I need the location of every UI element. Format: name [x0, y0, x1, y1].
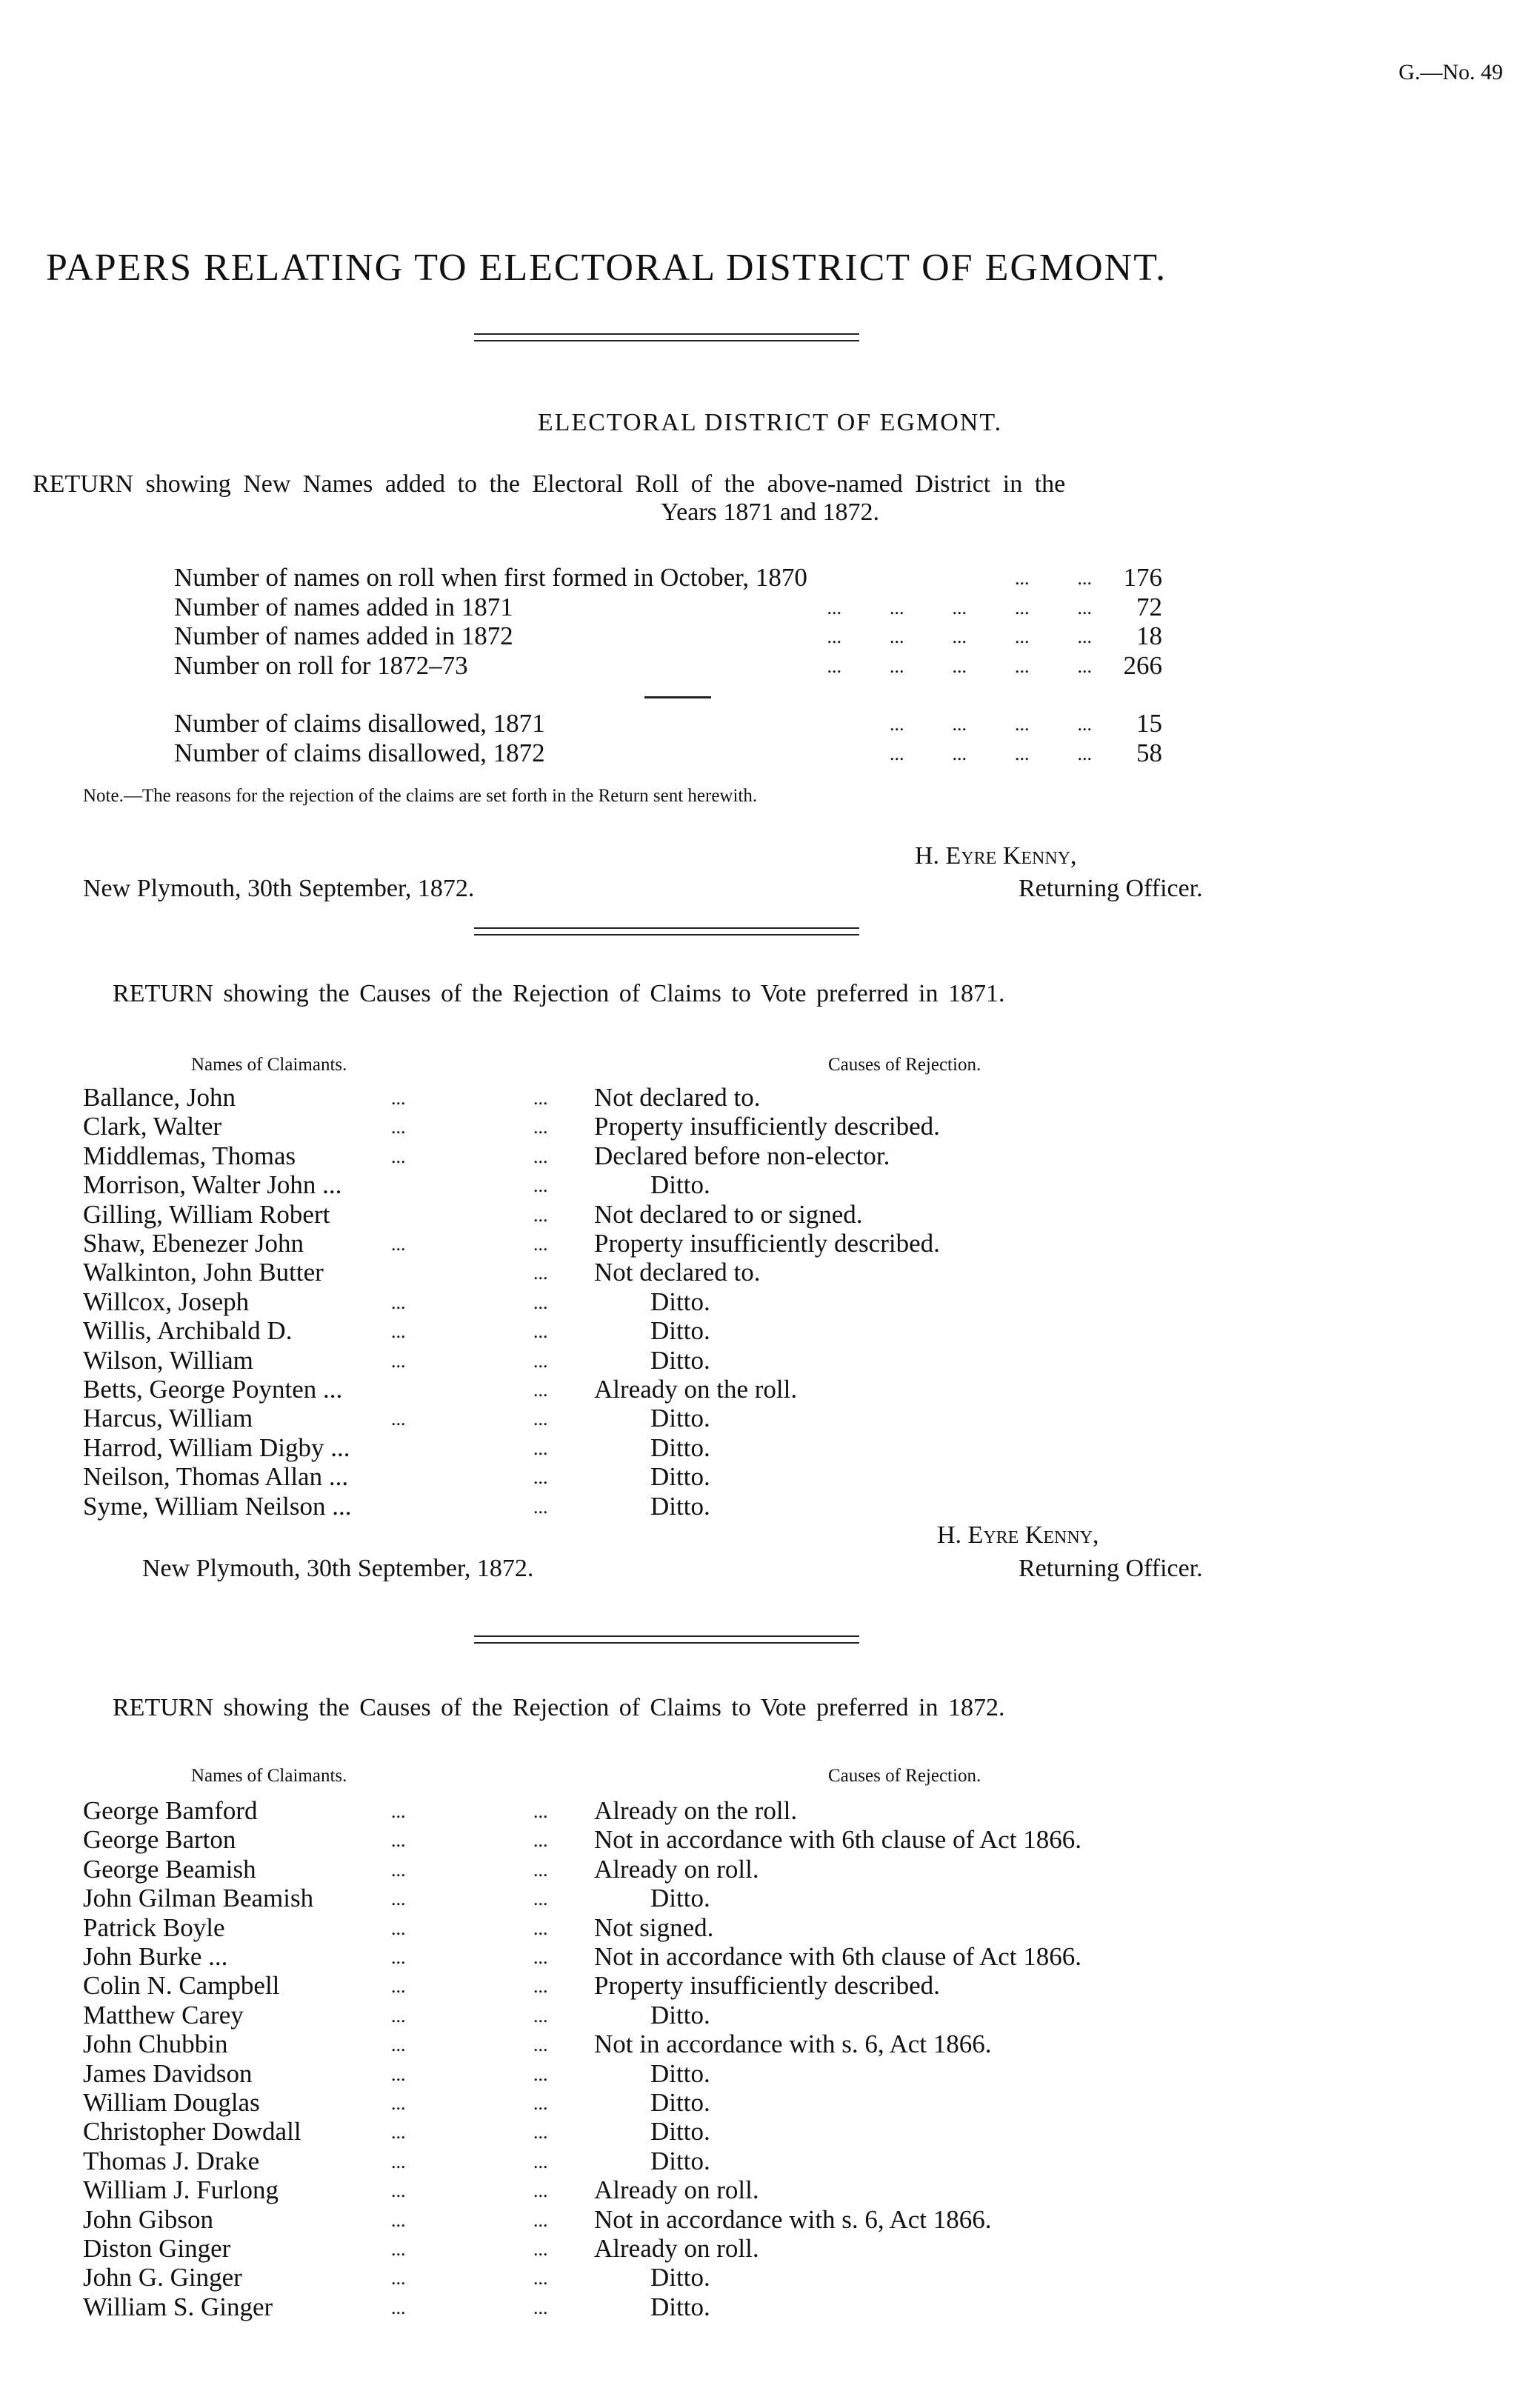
leader-dots: ...: [391, 1116, 406, 1138]
rejection-cause: Property insufficiently described.: [594, 1971, 940, 2001]
leader-dots: ...: [533, 1175, 548, 1197]
leader-dots: ...: [533, 1087, 548, 1109]
table-row: [0, 2090, 1540, 2117]
table-row: [0, 1405, 1540, 1433]
claimant-name: William S. Ginger: [83, 2292, 273, 2321]
leader-dots: ...: [533, 1262, 548, 1284]
table-row: [0, 2177, 1540, 2204]
table-row: [0, 2235, 1540, 2263]
claimant-name: William Douglas: [83, 2088, 260, 2117]
claimant-name: Patrick Boyle: [83, 1912, 225, 1942]
claimant-name: Ballance, John: [83, 1083, 236, 1112]
claimant-name: Willis, Archibald D.: [83, 1316, 293, 1346]
stat-value: 18: [1136, 621, 1162, 650]
claimant-name: John Chubbin: [83, 2030, 228, 2059]
rejection-cause: Property insufficiently described.: [594, 1112, 940, 1141]
table-row: [0, 1885, 1540, 1912]
leader-dots: ...: [533, 2296, 548, 2318]
leader-dots: ...: [391, 1145, 406, 1167]
claim-label: Number of claims disallowed, 1871: [174, 709, 545, 738]
claimant-name: Syme, William Neilson ...: [83, 1491, 352, 1521]
leader-dots: ...: [533, 1408, 548, 1430]
document-number: G.—No. 49: [1399, 60, 1503, 84]
table-row: [0, 740, 1540, 767]
signatory: H. Eyre Kenny,: [915, 842, 1077, 870]
leader-dots: ...: [391, 2209, 406, 2231]
table-row: [0, 1289, 1540, 1316]
claim-label: Number of claims disallowed, 1872: [174, 738, 545, 767]
claimant-name: Middlemas, Thomas: [83, 1141, 296, 1170]
table-row: [0, 1201, 1540, 1229]
leader-dots: ...: [533, 1350, 548, 1372]
divider: [474, 927, 859, 935]
return-description: RETURN showing New Names added to the Electoral Roll of the above-named District in the: [33, 470, 1066, 498]
table-row: [0, 1347, 1540, 1375]
leader-dots: ...: [391, 2004, 406, 2027]
leader-dots: ...: [533, 1947, 548, 1968]
place-date: New Plymouth, 30th September, 1872.: [83, 875, 475, 902]
table-row: [0, 1972, 1540, 2000]
leader-dots: ...: [533, 1291, 548, 1313]
return-1871-heading: RETURN showing the Causes of the Rejection of Claims to Vote preferred in 1871.: [113, 980, 1005, 1007]
page-title: PAPERS RELATING TO ELECTORAL DISTRICT OF EGMONT.: [46, 247, 1167, 289]
table-row: [0, 1230, 1540, 1258]
leader-dots: ...: [533, 1116, 548, 1138]
leader-dots: ...: [533, 1858, 548, 1881]
leader-dots: ...: [533, 2121, 548, 2144]
leader-dots: ...: [391, 1291, 406, 1313]
leader-dots: ...: [391, 2267, 406, 2289]
rejection-cause: Ditto.: [650, 1462, 710, 1492]
table-row: [0, 1856, 1540, 1884]
rejection-cause: Ditto.: [650, 1491, 710, 1521]
leader-dots: ...: [391, 1975, 406, 1998]
leader-dots: ...: [533, 1801, 548, 1822]
table-row: [0, 564, 1540, 592]
leader-dots: ...: [391, 1408, 406, 1430]
table-row: [0, 1827, 1540, 1854]
claimant-name: John Gibson: [83, 2204, 213, 2234]
rejection-cause: Ditto.: [650, 1433, 710, 1462]
leader-dots: ... ...: [1015, 567, 1092, 589]
rejection-cause: Already on roll.: [594, 2234, 759, 2263]
claimant-name: William J. Furlong: [83, 2175, 279, 2205]
claimant-name: John Gilman Beamish: [83, 1884, 314, 1913]
leader-dots: ...: [533, 1467, 548, 1489]
return-description-cont: Years 1871 and 1872.: [661, 498, 879, 526]
claimant-name: Harcus, William: [83, 1404, 253, 1433]
leader-dots: ...: [391, 2063, 406, 2085]
claim-value: 15: [1136, 709, 1162, 738]
leader-dots: ...: [391, 2034, 406, 2056]
stat-value: 72: [1136, 592, 1162, 621]
leader-dots: ...: [533, 2004, 548, 2027]
rejection-cause: Not signed.: [594, 1912, 714, 1942]
leader-dots: ...: [533, 2209, 548, 2231]
rejection-cause: Property insufficiently described.: [594, 1229, 940, 1258]
leader-dots: ...: [391, 1917, 406, 1939]
rejection-cause: Ditto.: [650, 2146, 710, 2175]
claimant-name: John Burke ...: [83, 1942, 228, 1971]
leader-dots: ...: [391, 1087, 406, 1109]
leader-dots: ...: [533, 2238, 548, 2260]
leader-dots: ...: [391, 2296, 406, 2318]
claimant-name: Diston Ginger: [83, 2234, 231, 2263]
leader-dots: ...: [533, 2092, 548, 2114]
column-header-causes: Causes of Rejection.: [828, 1766, 981, 1786]
rejection-cause: Not declared to.: [594, 1083, 761, 1112]
rejection-cause: Ditto.: [650, 1170, 710, 1200]
divider: [474, 333, 859, 341]
rejection-cause: Ditto.: [650, 2292, 710, 2321]
leader-dots: ...: [391, 1801, 406, 1822]
table-row: [0, 1113, 1540, 1141]
claimant-name: Colin N. Campbell: [83, 1971, 280, 2001]
claimant-name: George Barton: [83, 1825, 236, 1855]
stat-value: 176: [1123, 563, 1162, 592]
rejection-cause: Declared before non-elector.: [594, 1141, 890, 1170]
claimant-name: Clark, Walter: [83, 1112, 222, 1141]
rejection-cause: Ditto.: [650, 1316, 710, 1346]
leader-dots: ... ... ... ...: [890, 713, 1092, 735]
leader-dots: ...: [533, 1830, 548, 1852]
stat-label: Number of names on roll when first formed in October, 1870: [174, 563, 807, 592]
leader-dots: ...: [533, 1975, 548, 1998]
leader-dots: ...: [533, 2063, 548, 2085]
claimant-name: James Davidson: [83, 2058, 253, 2088]
claimant-name: Christopher Dowdall: [83, 2117, 301, 2147]
signatory: H. Eyre Kenny,: [937, 1521, 1099, 1549]
table-row: [0, 1143, 1540, 1170]
claimant-name: Willcox, Joseph: [83, 1287, 250, 1316]
leader-dots: ...: [533, 1321, 548, 1343]
leader-dots: ...: [391, 1947, 406, 1968]
table-row: [0, 594, 1540, 621]
rejection-cause: Ditto.: [650, 1404, 710, 1433]
table-row: [0, 650, 1540, 680]
rejection-cause: Already on the roll.: [594, 1375, 798, 1404]
claimant-name: Wilson, William: [83, 1345, 253, 1375]
leader-dots: ...: [533, 2180, 548, 2202]
table-row: [0, 2294, 1540, 2321]
table-row: [0, 2002, 1540, 2030]
claimant-name: Walkinton, John Butter: [83, 1258, 324, 1287]
leader-dots: ...: [533, 1204, 548, 1226]
signatory-title: Returning Officer.: [1019, 875, 1203, 902]
claimant-name: Thomas J. Drake: [83, 2146, 260, 2175]
column-header-causes: Causes of Rejection.: [828, 1055, 981, 1075]
rejection-cause: Ditto.: [650, 2058, 710, 2088]
rejection-cause: Not in accordance with 6th clause of Act 1866.: [594, 1942, 1081, 1971]
table-row: [0, 1944, 1540, 1971]
rejection-cause: Ditto.: [650, 2117, 710, 2147]
claimant-name: George Beamish: [83, 1854, 256, 1884]
leader-dots: ...: [533, 1145, 548, 1167]
table-row: [0, 2031, 1540, 2058]
leader-dots: ...: [391, 1888, 406, 1910]
leader-dots: ...: [533, 1233, 548, 1255]
short-rule: [644, 696, 711, 698]
leader-dots: ...: [533, 2150, 548, 2172]
rejection-cause: Not in accordance with s. 6, Act 1866.: [594, 2030, 992, 2059]
leader-dots: ...: [391, 2238, 406, 2260]
claimant-name: Gilling, William Robert: [83, 1199, 330, 1229]
leader-dots: ... ... ... ... ...: [827, 596, 1092, 618]
stat-label: Number of names added in 1872: [174, 621, 513, 650]
table-row: [0, 1798, 1540, 1825]
table-row: [0, 623, 1540, 650]
leader-dots: ...: [533, 2267, 548, 2289]
claim-value: 58: [1136, 738, 1162, 767]
table-row: [0, 2264, 1540, 2292]
table-row: [0, 2118, 1540, 2146]
table-row: [0, 1084, 1540, 1112]
table-row: [0, 1912, 1540, 1942]
leader-dots: ... ... ... ...: [890, 742, 1092, 764]
claimant-name: George Bamford: [83, 1796, 258, 1825]
table-row: [0, 1376, 1540, 1404]
table-row: [0, 1172, 1540, 1199]
claimant-name: Morrison, Walter John ...: [83, 1170, 342, 1200]
rejection-cause: Already on roll.: [594, 1854, 759, 1884]
rejection-cause: Not declared to or signed.: [594, 1199, 863, 1229]
leader-dots: ...: [391, 2180, 406, 2202]
table-row: [0, 710, 1540, 738]
leader-dots: ... ... ... ... ...: [827, 626, 1092, 647]
leader-dots: ...: [391, 2150, 406, 2172]
return-1872-heading: RETURN showing the Causes of the Rejection of Claims to Vote preferred in 1872.: [113, 1694, 1005, 1721]
leader-dots: ...: [391, 1321, 406, 1343]
claimant-name: Betts, George Poynten ...: [83, 1375, 343, 1404]
table-row: [0, 1493, 1540, 1521]
stat-value: 266: [1123, 650, 1162, 680]
leader-dots: ...: [391, 1830, 406, 1852]
claimant-name: Neilson, Thomas Allan ...: [83, 1462, 349, 1492]
claimant-name: Matthew Carey: [83, 2000, 244, 2030]
rejection-cause: Ditto.: [650, 1287, 710, 1316]
leader-dots: ... ... ... ... ...: [827, 655, 1092, 677]
table-row: [0, 1318, 1540, 1345]
rejection-cause: Ditto.: [650, 2000, 710, 2030]
rejection-cause: Ditto.: [650, 1884, 710, 1913]
leader-dots: ...: [391, 1350, 406, 1372]
rejection-cause: Not declared to.: [594, 1258, 761, 1287]
section-heading: ELECTORAL DISTRICT OF EGMONT.: [537, 409, 1003, 436]
leader-dots: ...: [533, 1495, 548, 1518]
leader-dots: ...: [533, 1437, 548, 1459]
table-row: [0, 1464, 1540, 1491]
leader-dots: ...: [533, 1888, 548, 1910]
column-header-names: Names of Claimants.: [191, 1766, 347, 1786]
rejection-cause: Already on the roll.: [594, 1796, 798, 1825]
rejection-cause: Not in accordance with s. 6, Act 1866.: [594, 2204, 992, 2234]
note: Note.—The reasons for the rejection of the claims are set forth in the Return sent herewith.: [83, 786, 758, 806]
table-row: [0, 2058, 1540, 2088]
claimant-name: Harrod, William Digby ...: [83, 1433, 350, 1462]
leader-dots: ...: [391, 2092, 406, 2114]
rejection-cause: Ditto.: [650, 2263, 710, 2292]
table-row: [0, 1435, 1540, 1462]
signatory-title: Returning Officer.: [1019, 1555, 1203, 1582]
stat-label: Number of names added in 1871: [174, 592, 513, 621]
leader-dots: ...: [533, 2034, 548, 2056]
rejection-cause: Already on roll.: [594, 2175, 759, 2205]
rejection-cause: Not in accordance with 6th clause of Act 1866.: [594, 1825, 1081, 1855]
claimant-name: John G. Ginger: [83, 2263, 242, 2292]
place-date: New Plymouth, 30th September, 1872.: [142, 1555, 534, 1582]
table-row: [0, 2204, 1540, 2234]
table-row: [0, 2148, 1540, 2175]
stat-label: Number on roll for 1872–73: [174, 650, 468, 680]
leader-dots: ...: [391, 1858, 406, 1881]
leader-dots: ...: [533, 1379, 548, 1401]
leader-dots: ...: [533, 1917, 548, 1939]
column-header-names: Names of Claimants.: [191, 1055, 347, 1075]
leader-dots: ...: [391, 1233, 406, 1255]
rejection-cause: Ditto.: [650, 1345, 710, 1375]
claimant-name: Shaw, Ebenezer John: [83, 1229, 304, 1258]
rejection-cause: Ditto.: [650, 2088, 710, 2117]
divider: [474, 1635, 859, 1644]
leader-dots: ...: [391, 2121, 406, 2144]
table-row: [0, 1259, 1540, 1287]
